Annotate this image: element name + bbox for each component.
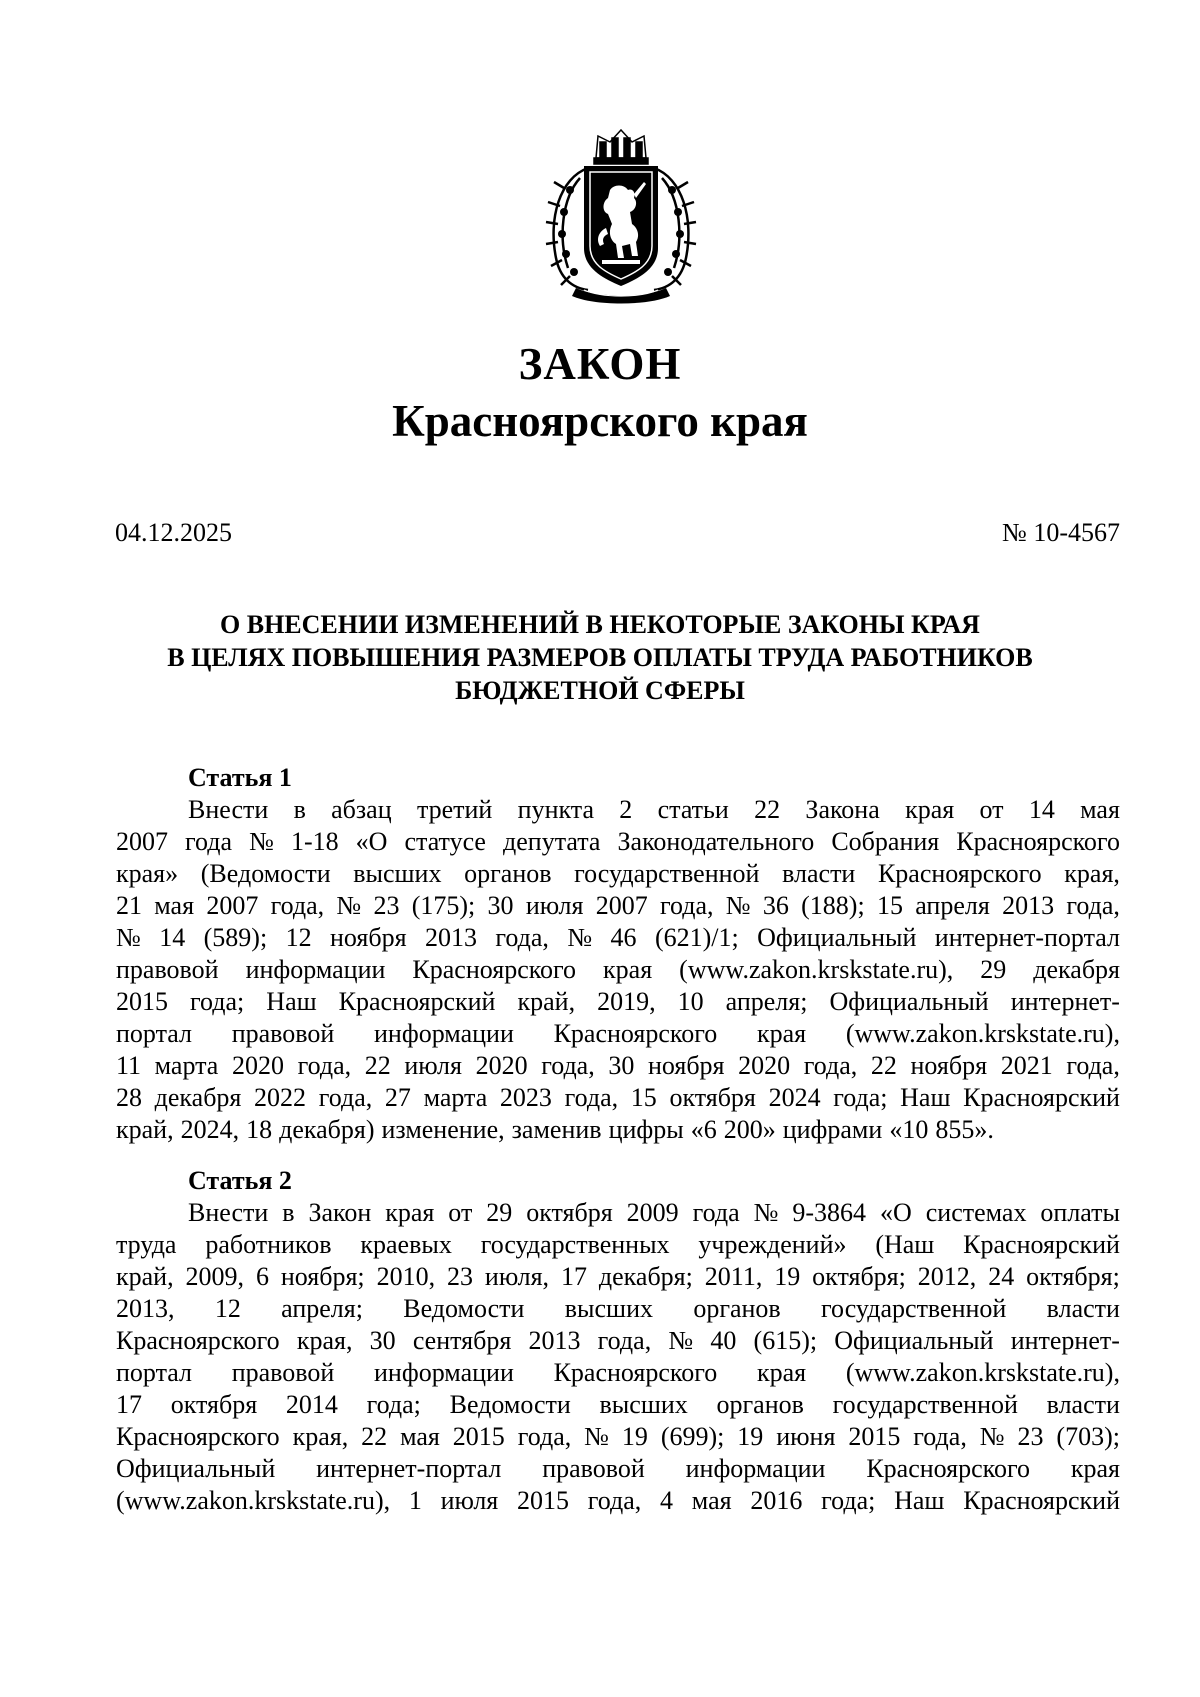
heading-line: О ВНЕСЕНИИ ИЗМЕНЕНИЙ В НЕКОТОРЫЕ ЗАКОНЫ КРАЯ bbox=[220, 610, 980, 639]
article-line: 2013, 12 апреля; Ведомости высших органов государственной власти bbox=[116, 1294, 1120, 1323]
article-line: Внести в Закон края от 29 октября 2009 года № 9-3864 «О системах оплаты bbox=[188, 1198, 1120, 1227]
article-title: Статья 2 bbox=[188, 1166, 292, 1195]
article-line: Официальный интернет-портал правовой информации Красноярского края bbox=[116, 1454, 1120, 1483]
article-line: Красноярского края, 22 мая 2015 года, № 19 (699); 19 июня 2015 года, № 23 (703); bbox=[116, 1422, 1120, 1451]
article-line: край, 2009, 6 ноября; 2010, 23 июля, 17 декабря; 2011, 19 октября; 2012, 24 октября; bbox=[116, 1262, 1120, 1291]
article-line: 28 декабря 2022 года, 27 марта 2023 года, 15 октября 2024 года; Наш Красноярский bbox=[116, 1083, 1120, 1112]
article-line: портал правовой информации Красноярского края (www.zakon.krskstate.ru), bbox=[116, 1019, 1120, 1048]
article-line: 2007 года № 1-18 «О статусе депутата Законодательного Собрания Красноярского bbox=[116, 827, 1120, 856]
article-body bbox=[116, 794, 1120, 1146]
article-line: № 14 (589); 12 ноября 2013 года, № 46 (621)/1; Официальный интернет-портал bbox=[116, 923, 1120, 952]
document-number: № 10-4567 bbox=[1002, 518, 1120, 547]
article-line: портал правовой информации Красноярского края (www.zakon.krskstate.ru), bbox=[116, 1358, 1120, 1387]
article-body bbox=[116, 1197, 1120, 1517]
article-line: край, 2024, 18 декабря) изменение, заменив цифры «6 200» цифрами «10 855». bbox=[116, 1115, 994, 1144]
article-line: 17 октября 2014 года; Ведомости высших органов государственной власти bbox=[116, 1390, 1120, 1419]
article-line: Внести в абзац третий пункта 2 статьи 22 Закона края от 14 мая bbox=[188, 795, 1120, 824]
document-region-subtitle: Красноярского края bbox=[392, 396, 808, 446]
article-line: края» (Ведомости высших органов государственной власти Красноярского края, bbox=[116, 859, 1120, 888]
document-heading bbox=[100, 608, 1100, 707]
article-line: 21 мая 2007 года, № 23 (175); 30 июля 2007 года, № 36 (188); 15 апреля 2013 года, bbox=[116, 891, 1120, 920]
article-title: Статья 1 bbox=[188, 763, 292, 792]
heading-line: БЮДЖЕТНОЙ СФЕРЫ bbox=[455, 676, 745, 705]
article-line: труда работников краевых государственных учреждений» (Наш Красноярский bbox=[116, 1230, 1120, 1259]
coat-of-arms-icon bbox=[540, 128, 702, 306]
article-2 bbox=[116, 1165, 1120, 1517]
document-type-title: ЗАКОН bbox=[518, 339, 682, 389]
document-date: 04.12.2025 bbox=[115, 518, 232, 547]
article-line: 2015 года; Наш Красноярский край, 2019, 10 апреля; Официальный интернет- bbox=[116, 987, 1120, 1016]
article-line: правовой информации Красноярского края (www.zakon.krskstate.ru), 29 декабря bbox=[116, 955, 1120, 984]
heading-line: В ЦЕЛЯХ ПОВЫШЕНИЯ РАЗМЕРОВ ОПЛАТЫ ТРУДА РАБОТНИКОВ bbox=[167, 643, 1033, 672]
article-line: (www.zakon.krskstate.ru), 1 июля 2015 года, 4 мая 2016 года; Наш Красноярский bbox=[116, 1486, 1120, 1515]
article-line: 11 марта 2020 года, 22 июля 2020 года, 30 ноября 2020 года, 22 ноября 2021 года, bbox=[116, 1051, 1120, 1080]
article-1 bbox=[116, 762, 1120, 1146]
article-line: Красноярского края, 30 сентября 2013 года, № 40 (615); Официальный интернет- bbox=[116, 1326, 1120, 1355]
